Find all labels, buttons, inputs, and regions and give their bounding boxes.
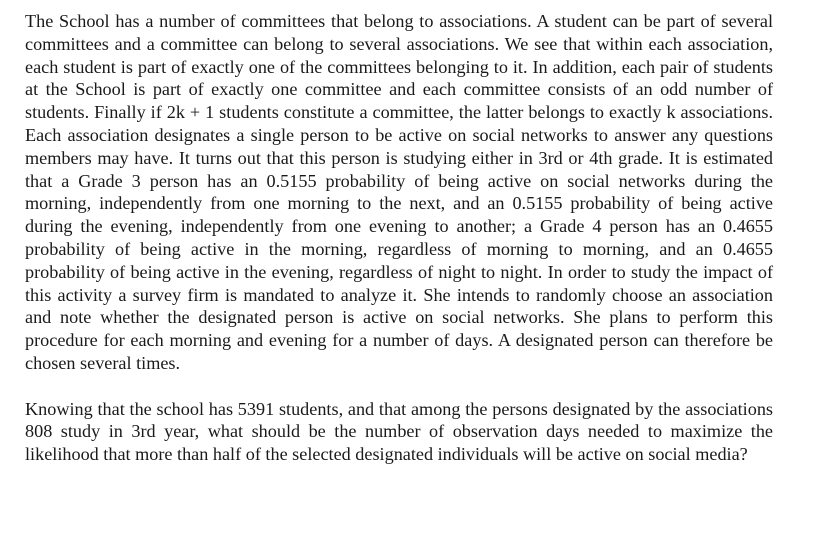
problem-document [25, 10, 773, 466]
question-paragraph: Knowing that the school has 5391 students, and that among the persons designated by the associations 808 study in 3rd year, what should be the number of observation days needed to maximize the likelihood that more than half of the selected designated individuals will be active on social media? [25, 398, 773, 465]
problem-statement-paragraph: The School has a number of committees that belong to associations. A student can be part of several committees and a committee can belong to several associations. We see that within each association, each student is part of exactly one of the committees belonging to it. In addition, each pair of students at the School is part of exactly one committee and each committee consists of an odd number of students. Finally if 2k + 1 students constitute a committee, the latter belongs to exactly k associations. Each association designates a single person to be active on social networks to answer any questions members may have. It turns out that this person is studying either in 3rd or 4th grade. It is estimated that a Grade 3 person has an 0.5155 probability of being active on social networks during the morning, independently from one morning to the next, and an 0.5155 probability of being active during the evening, independently from one evening to another; a Grade 4 person has an 0.4655 probability of being active in the morning, regardless of morning to morning, and an 0.4655 probability of being active in the evening, regardless of night to night. In order to study the impact of this activity a survey firm is mandated to analyze it. She intends to randomly choose an association and note whether the designated person is active on social networks. She plans to perform this procedure for each morning and evening for a number of days. A designated person can therefore be chosen several times. [25, 11, 773, 373]
